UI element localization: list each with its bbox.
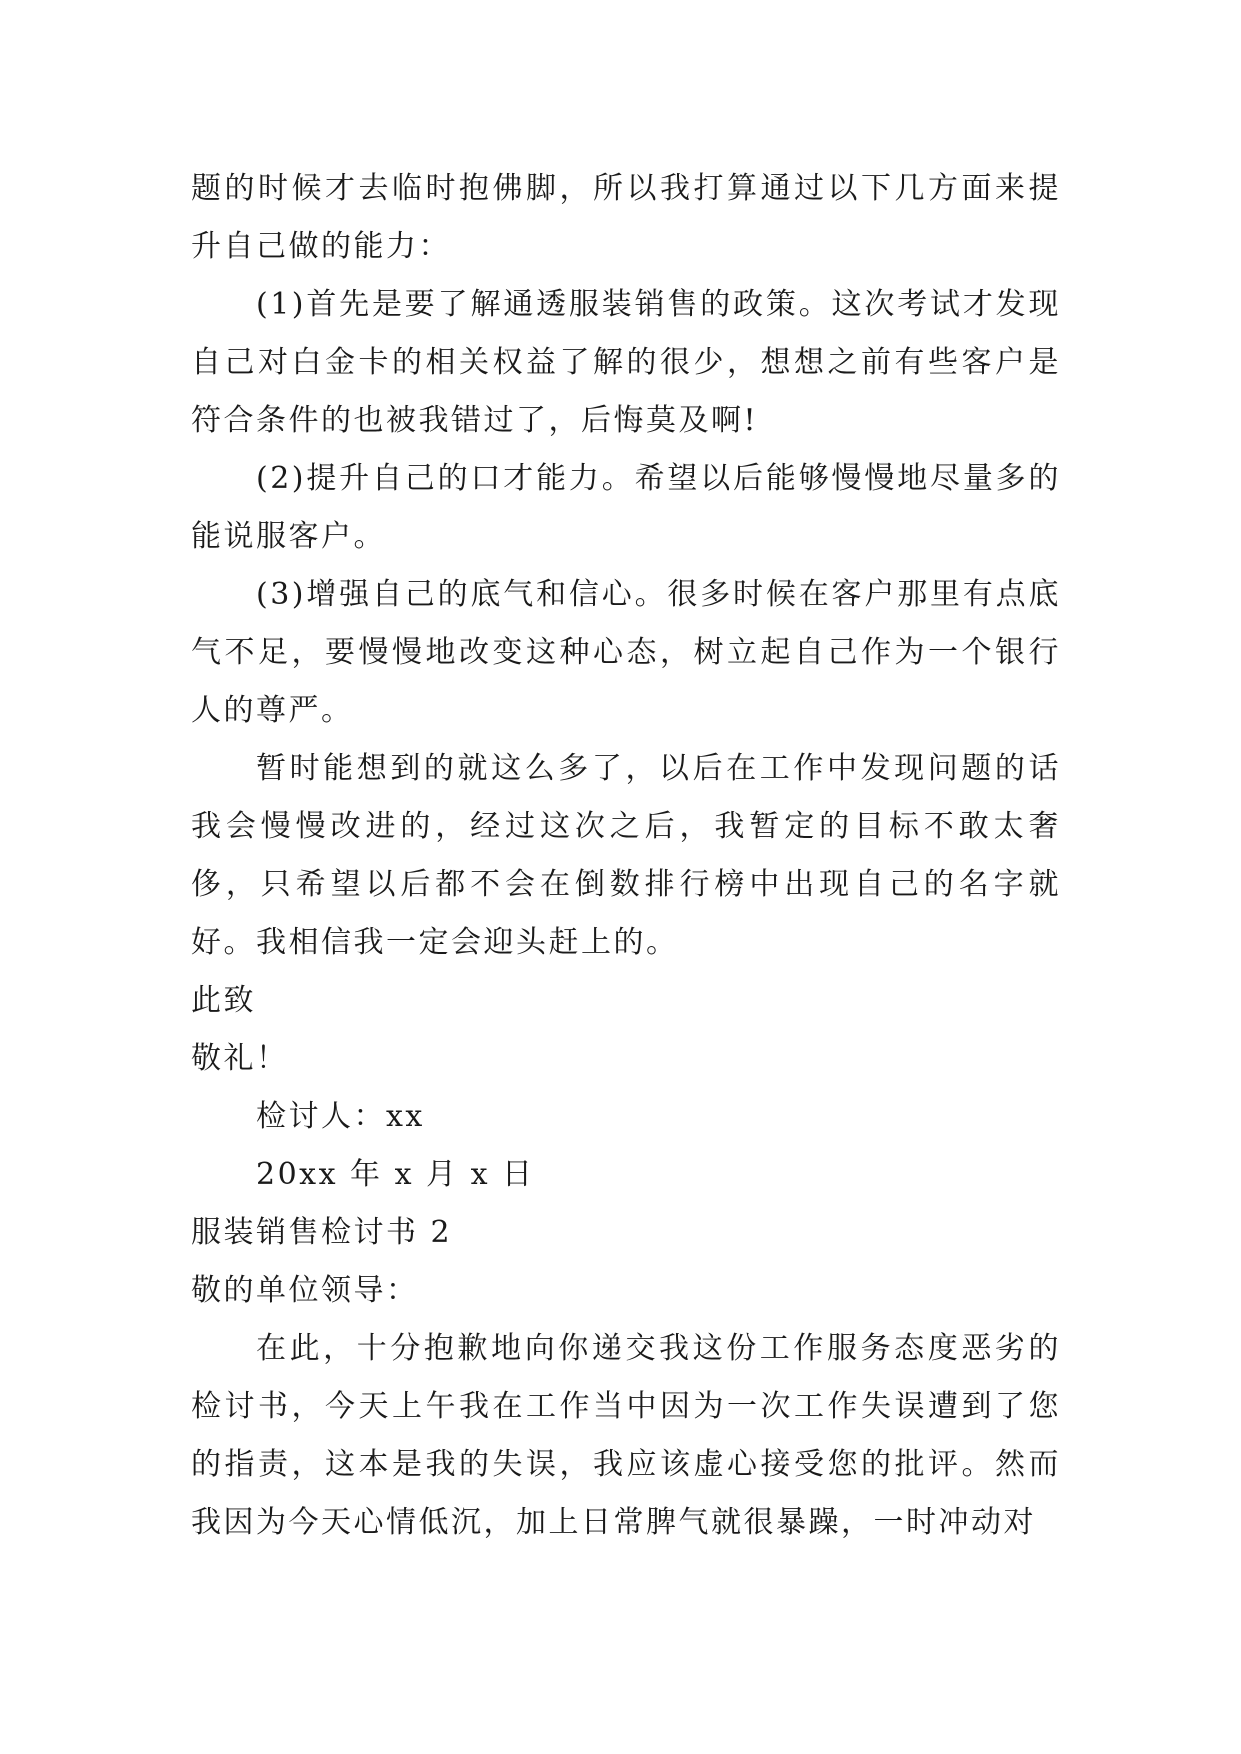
section-title: 服装销售检讨书 2: [191, 1215, 453, 1250]
document-body: [191, 160, 1061, 1552]
paragraph-point-3: (3)增强自己的底气和信心。很多时候在客户那里有点底气不足，要慢慢地改变这种心态，树立起自己作为一个银行人的尊严。: [191, 577, 1061, 728]
paragraph-conclusion: 暂时能想到的就这么多了，以后在工作中发现问题的话我会慢慢改进的，经过这次之后，我暂定的目标不敢太奢侈，只希望以后都不会在倒数排行榜中出现自己的名字就好。我相信我一定会迎头赶上的。: [191, 751, 1061, 960]
closing-greeting: 此致: [191, 983, 256, 1018]
paragraph-continuation: 题的时候才去临时抱佛脚，所以我打算通过以下几方面来提升自己做的能力：: [191, 171, 1061, 264]
salutation-line: 敬的单位领导：: [191, 1273, 419, 1308]
paragraph-point-1: (1)首先是要了解通透服装销售的政策。这次考试才发现自己对白金卡的相关权益了解的很少，想想之前有些客户是符合条件的也被我错过了，后悔莫及啊!: [191, 287, 1061, 438]
signer-line: 检讨人：xx: [256, 1099, 425, 1134]
date-line: 20xx 年 x 月 x 日: [256, 1157, 535, 1192]
paragraph-point-2: (2)提升自己的口才能力。希望以后能够慢慢地尽量多的能说服客户。: [191, 461, 1061, 554]
paragraph-section2: 在此，十分抱歉地向你递交我这份工作服务态度恶劣的检讨书，今天上午我在工作当中因为一次工作失误遭到了您的指责，这本是我的失误，我应该虚心接受您的批评。然而我因为今天心情低沉，加上日常脾气就很暴躁，一时冲动对: [191, 1331, 1061, 1540]
closing-salute: 敬礼！: [191, 1041, 289, 1076]
